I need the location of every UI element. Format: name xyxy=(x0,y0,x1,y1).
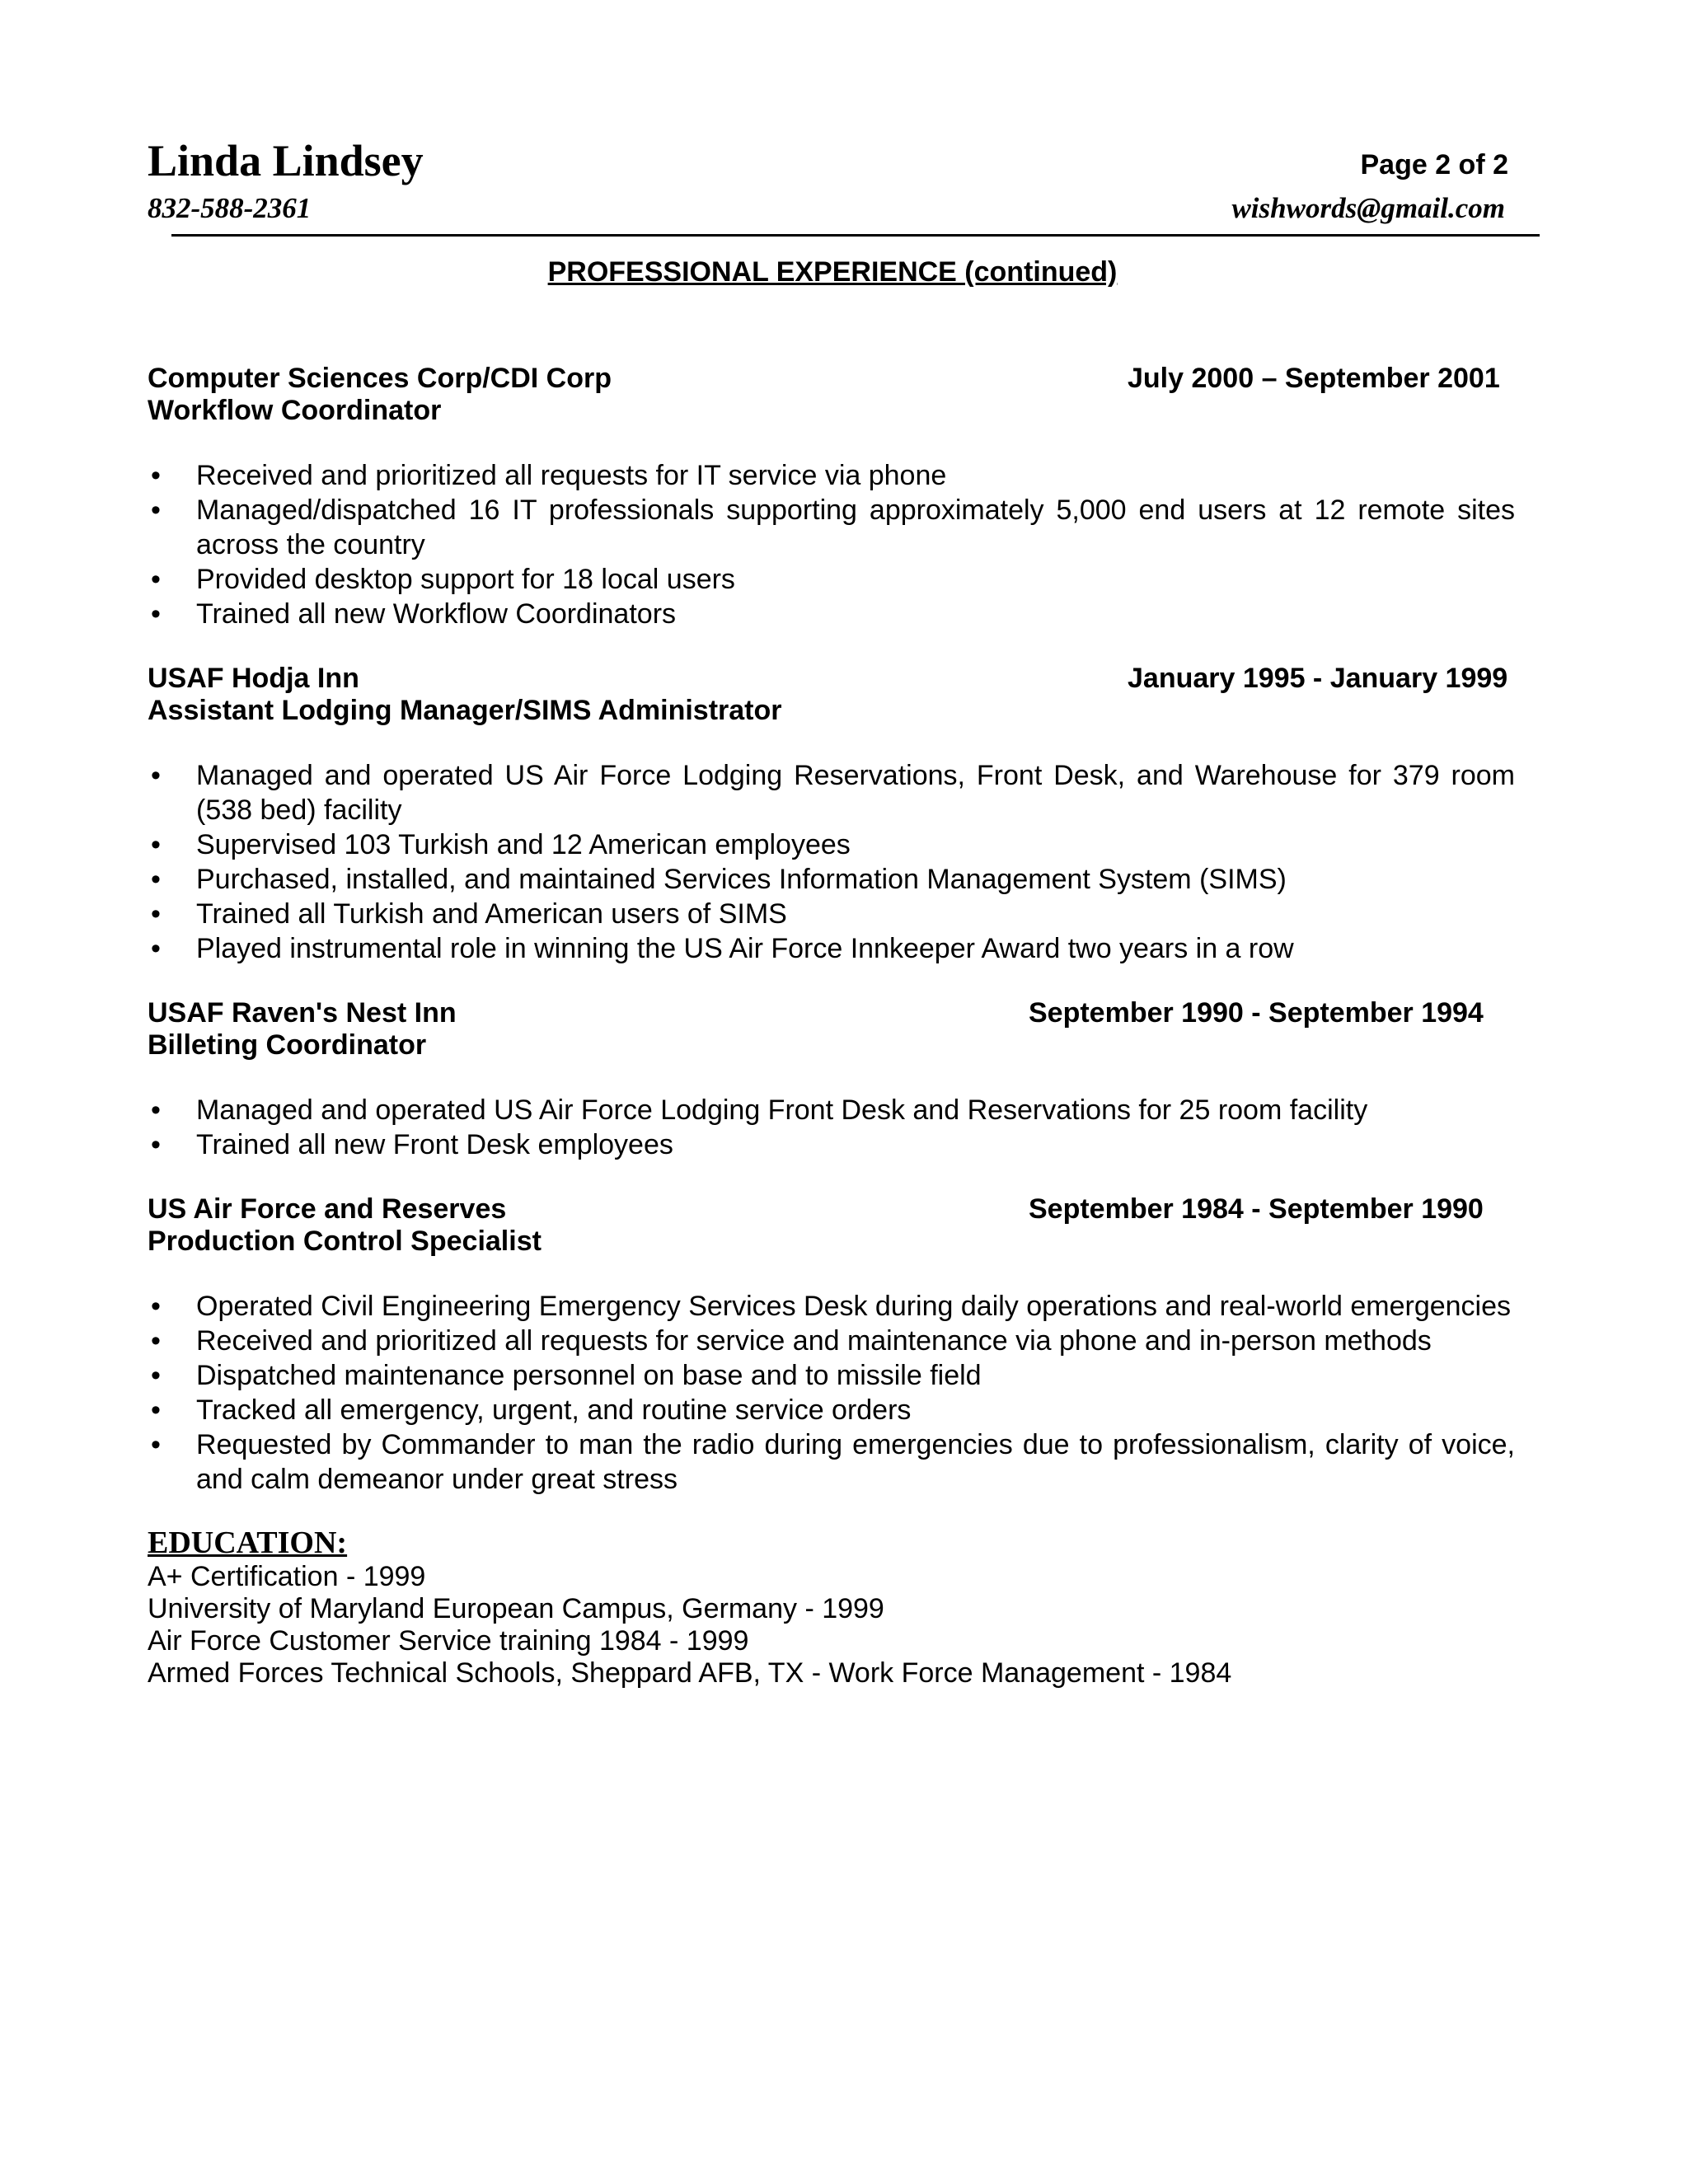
list-item xyxy=(148,931,1515,966)
job-bullets xyxy=(148,758,1516,966)
bullet-text: Supervised 103 Turkish and 12 American employees xyxy=(196,829,851,860)
bullet-icon: • xyxy=(151,1429,161,1460)
list-item xyxy=(148,758,1515,827)
bullet-icon: • xyxy=(151,1129,161,1160)
job-entry xyxy=(148,1193,1516,1497)
list-item xyxy=(148,1393,1515,1427)
job-header xyxy=(148,363,1516,395)
bullet-text: Requested by Commander to man the radio during emergencies due to professionalism, clarity of voice, and calm demeanor under great stress xyxy=(196,1429,1515,1495)
header-divider xyxy=(171,234,1540,237)
bullet-text: Purchased, installed, and maintained Services Information Management System (SIMS) xyxy=(196,864,1287,895)
bullet-text: Managed and operated US Air Force Lodging Reservations, Front Desk, and Warehouse for 379 room (538 bed) facility xyxy=(196,760,1515,826)
bullet-icon: • xyxy=(151,933,161,964)
job-title: Assistant Lodging Manager/SIMS Administrator xyxy=(148,695,782,726)
bullet-text: Managed and operated US Air Force Lodging Front Desk and Reservations for 25 room facility xyxy=(196,1094,1368,1126)
bullet-text: Trained all Turkish and American users of SIMS xyxy=(196,898,787,930)
email-address: wishwords@gmail.com xyxy=(1231,192,1505,224)
phone-number: 832-588-2361 xyxy=(148,192,312,224)
list-item xyxy=(148,862,1515,897)
job-dates: July 2000 – September 2001 xyxy=(1128,363,1500,394)
list-item xyxy=(148,1324,1515,1358)
list-item xyxy=(148,1127,1515,1162)
list-item xyxy=(148,458,1515,493)
list-item xyxy=(148,493,1515,562)
bullet-text: Trained all new Workflow Coordinators xyxy=(196,598,677,630)
bullet-icon: • xyxy=(151,829,161,860)
bullet-icon: • xyxy=(151,1360,161,1391)
job-header xyxy=(148,663,1516,695)
page-number: Page 2 of 2 xyxy=(1360,149,1508,180)
education-item: University of Maryland European Campus, Germany - 1999 xyxy=(148,1593,884,1624)
list-item xyxy=(148,1427,1515,1497)
job-dates: January 1995 - January 1999 xyxy=(1128,663,1508,694)
list-item xyxy=(148,1358,1515,1393)
job-entry xyxy=(148,363,1516,631)
bullet-text: Provided desktop support for 18 local users xyxy=(196,564,735,595)
list-item xyxy=(148,597,1515,631)
bullet-icon: • xyxy=(151,494,161,526)
job-bullets xyxy=(148,458,1516,631)
job-company: US Air Force and Reserves xyxy=(148,1193,507,1225)
job-entry xyxy=(148,997,1516,1162)
education-item: Air Force Customer Service training 1984 - 1999 xyxy=(148,1625,749,1657)
job-bullets xyxy=(148,1289,1516,1497)
job-company: Computer Sciences Corp/CDI Corp xyxy=(148,363,612,394)
job-dates: September 1984 - September 1990 xyxy=(1029,1193,1484,1225)
bullet-text: Managed/dispatched 16 IT professionals supporting approximately 5,000 end users at 12 remote sites across the country xyxy=(196,494,1515,560)
bullet-icon: • xyxy=(151,1394,161,1426)
job-header xyxy=(148,997,1516,1029)
list-item xyxy=(148,1093,1515,1127)
bullet-icon: • xyxy=(151,864,161,895)
bullet-icon: • xyxy=(151,1291,161,1322)
job-header xyxy=(148,1193,1516,1226)
bullet-text: Trained all new Front Desk employees xyxy=(196,1129,673,1160)
bullet-icon: • xyxy=(151,898,161,930)
list-item xyxy=(148,1289,1515,1324)
list-item xyxy=(148,562,1515,597)
job-title: Production Control Specialist xyxy=(148,1226,542,1257)
job-entry xyxy=(148,663,1516,966)
list-item xyxy=(148,897,1515,931)
list-item xyxy=(148,827,1515,862)
job-company: USAF Raven's Nest Inn xyxy=(148,997,457,1029)
job-title: Billeting Coordinator xyxy=(148,1029,427,1061)
education-heading: EDUCATION: xyxy=(148,1526,348,1560)
bullet-text: Played instrumental role in winning the US Air Force Innkeeper Award two years in a row xyxy=(196,933,1294,964)
job-bullets xyxy=(148,1093,1516,1162)
experience-list xyxy=(148,363,1516,1528)
education-section xyxy=(148,1525,1516,1690)
bullet-icon: • xyxy=(151,460,161,491)
bullet-text: Operated Civil Engineering Emergency Services Desk during daily operations and real-world emergencies xyxy=(196,1291,1512,1322)
bullet-icon: • xyxy=(151,598,161,630)
section-title: PROFESSIONAL EXPERIENCE (continued) xyxy=(547,256,1118,288)
job-dates: September 1990 - September 1994 xyxy=(1029,997,1484,1029)
candidate-name: Linda Lindsey xyxy=(148,136,424,185)
bullet-text: Received and prioritized all requests for IT service via phone xyxy=(196,460,947,491)
bullet-icon: • xyxy=(151,564,161,595)
education-item: Armed Forces Technical Schools, Sheppard AFB, TX - Work Force Management - 1984 xyxy=(148,1657,1232,1689)
bullet-text: Dispatched maintenance personnel on base and to missile field xyxy=(196,1360,982,1391)
bullet-text: Tracked all emergency, urgent, and routine service orders xyxy=(196,1394,912,1426)
education-item: A+ Certification - 1999 xyxy=(148,1561,426,1592)
bullet-text: Received and prioritized all requests for service and maintenance via phone and in-person methods xyxy=(196,1325,1432,1357)
bullet-icon: • xyxy=(151,1094,161,1126)
job-company: USAF Hodja Inn xyxy=(148,663,359,694)
bullet-icon: • xyxy=(151,760,161,791)
bullet-icon: • xyxy=(151,1325,161,1357)
job-title: Workflow Coordinator xyxy=(148,395,442,426)
